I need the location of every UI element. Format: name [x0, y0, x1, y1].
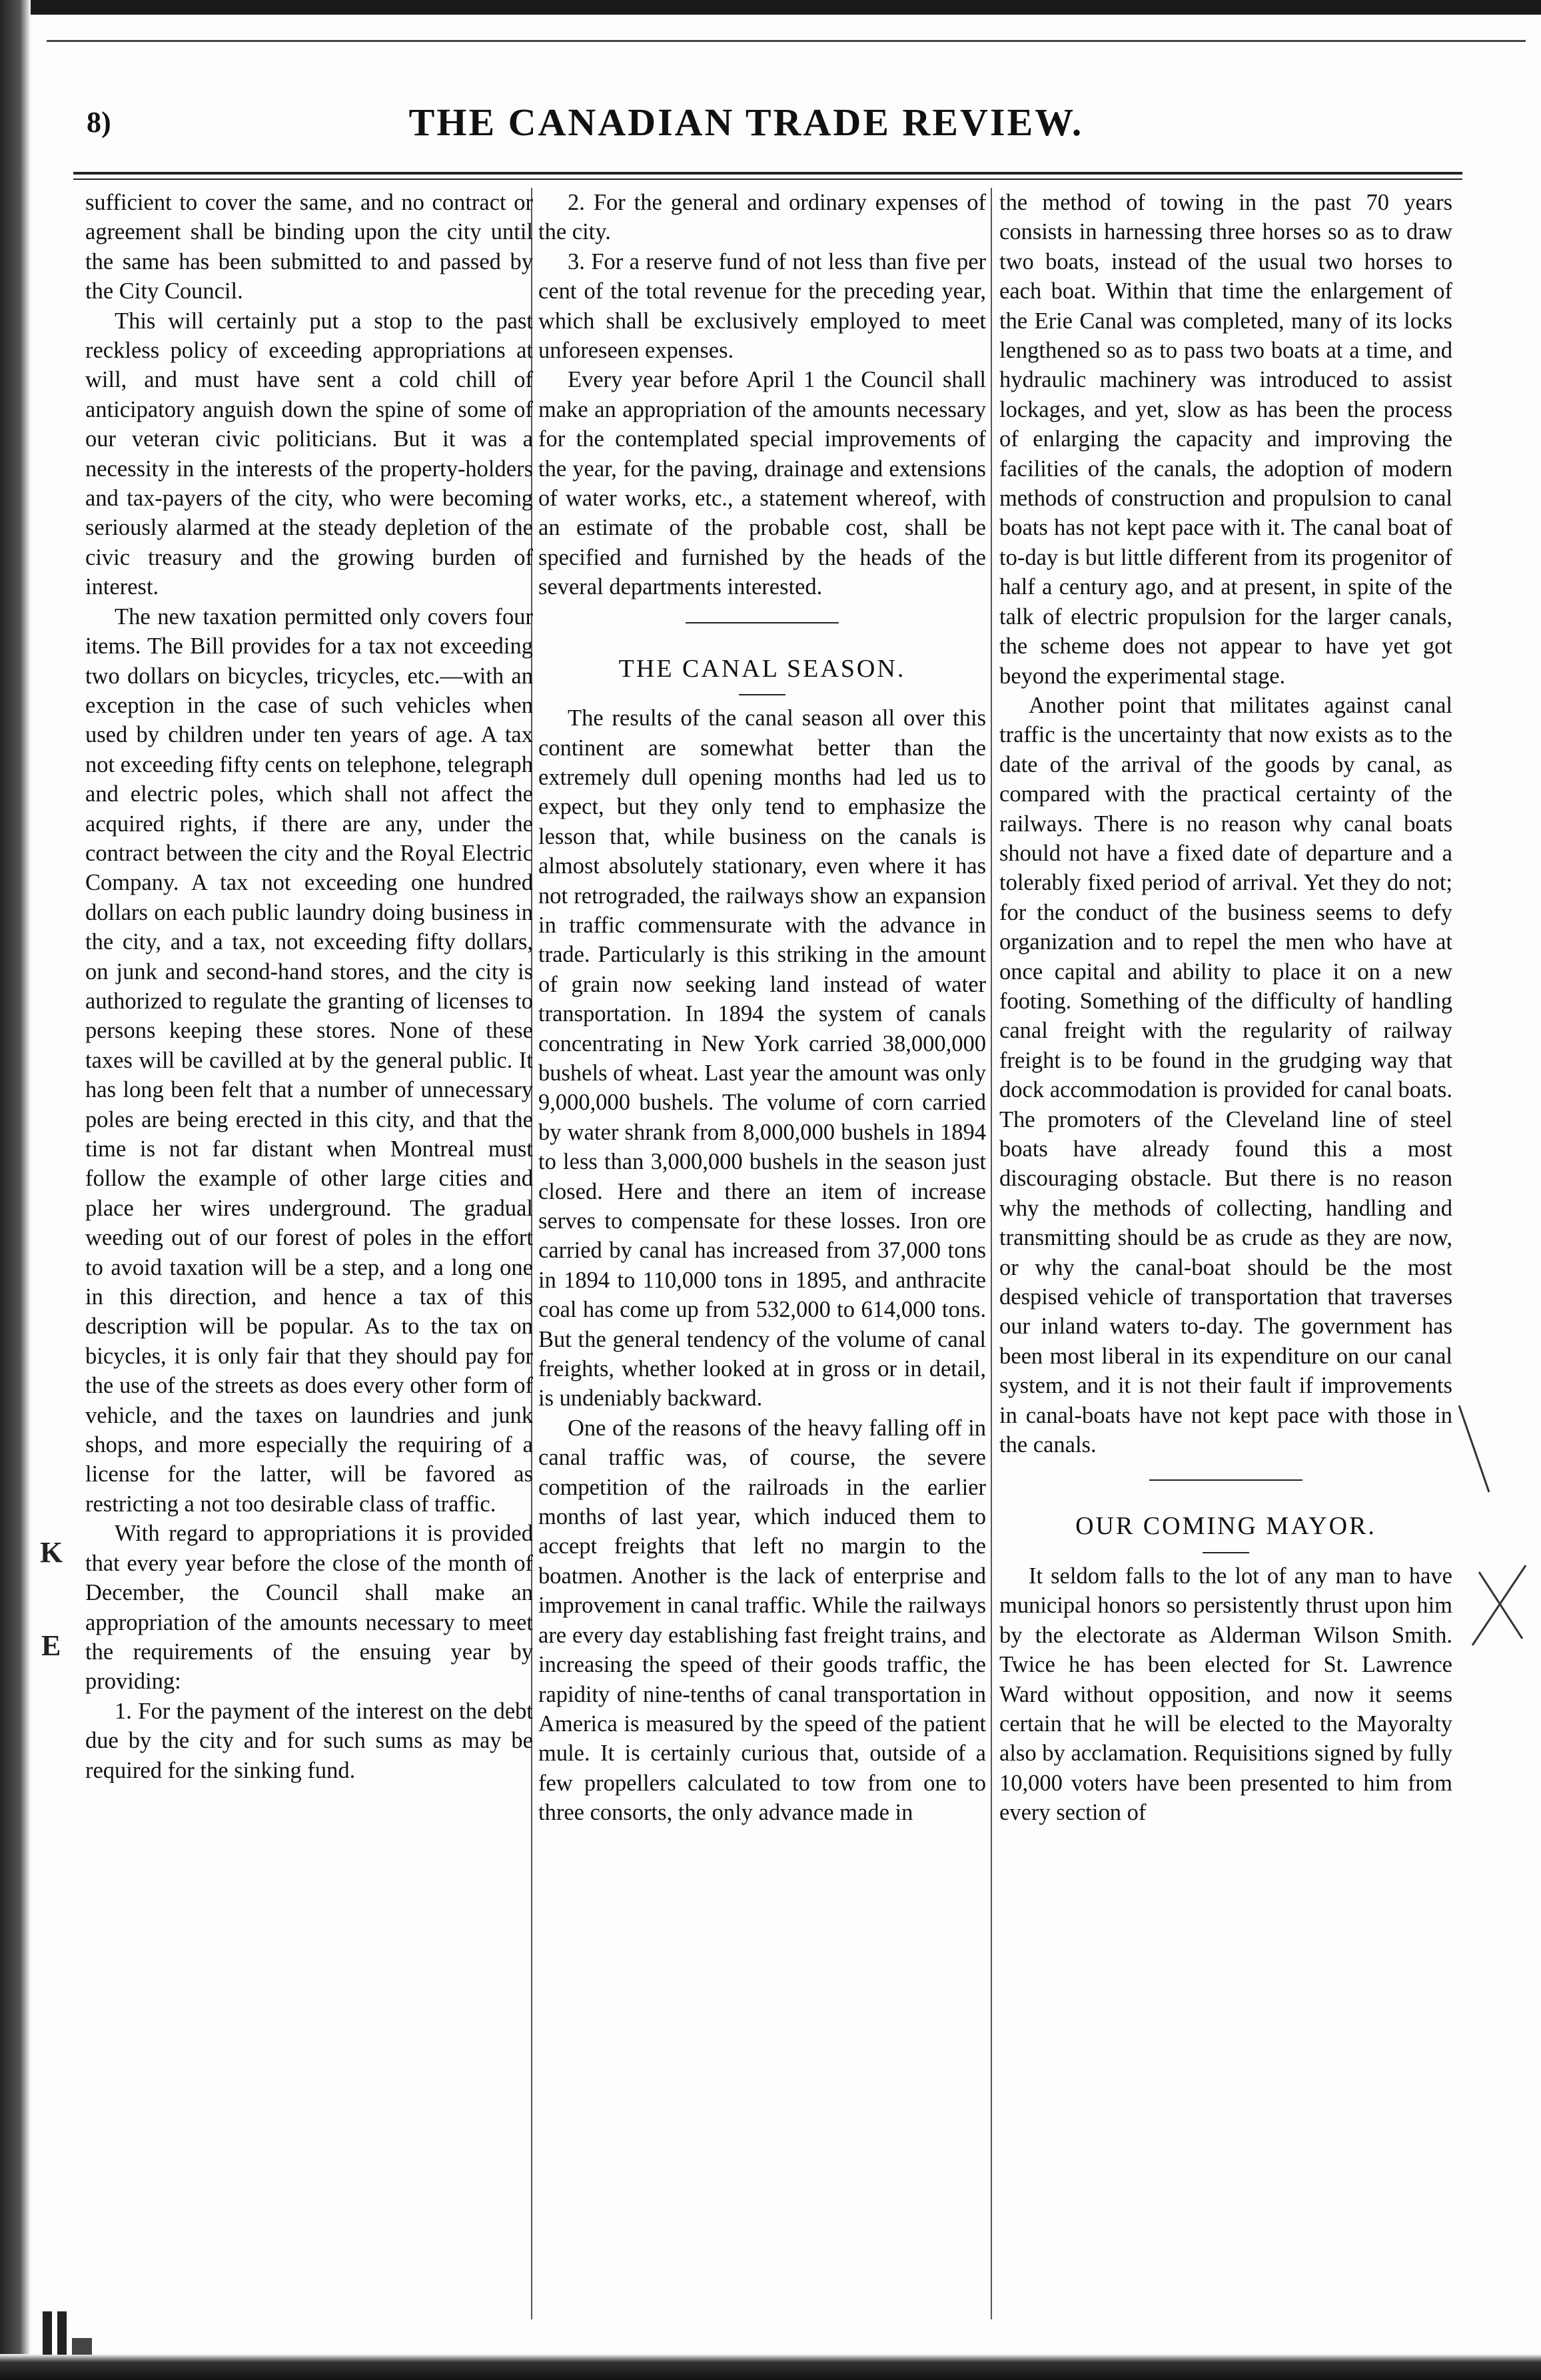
- handwritten-x-mark: [1466, 1552, 1532, 1652]
- paragraph: 2. For the general and ordinary expenses of the city.: [538, 190, 986, 245]
- header-rule-thin: [73, 179, 1462, 180]
- paragraph: Every year before April 1 the Council shall make an appropriation of the amounts necessary for the contemplated special improvements of the year, for the paving, drainage and extensions of water works, etc., a statement whereof, with an estimate of the probable cost, shall be specified and furnished by the heads of the several departments interested.: [538, 367, 986, 600]
- heading-rule: [739, 694, 785, 695]
- section-heading-coming-mayor: OUR COMING MAYOR.: [1075, 1512, 1376, 1541]
- paragraph: It seldom falls to the lot of any man to have municipal honors so persistently thrust upon him by the electorate as Alderman Wilson Smith. Twice he has been elected for St. Lawrence Ward without opposition, and now it seems certain that he will be elected to the Mayoralty also by acclamation. Requisitions signed by fully 10,000 voters have been presented to him from every section of: [999, 1563, 1452, 1826]
- scan-top-rule: [47, 40, 1526, 42]
- section-rule: [1149, 1479, 1302, 1481]
- column-3: [999, 188, 1452, 2319]
- page-header: [47, 100, 1446, 153]
- paragraph: The new taxation permitted only covers four items. The Bill provides for a tax not exceeding two dollars on bicycles, tricycles, etc.—with an exception in the case of such vehicles when used by children under ten years of age. A tax not exceeding fifty cents on telephone, telegraph and electric poles, which shall not affect the acquired rights, if there are any, under the contract between the city and the Royal Electric Company. A tax not exceeding one hundred dollars on each public laundry doing business in the city, and a tax, not exceeding fifty dollars, on junk and second-hand stores, and the city is authorized to regulate the granting of licenses to persons keeping these stores. None of these taxes will be cavilled at by the general public. It has long been felt that a number of unnecessary poles are being erected in this city, and that the time is not far distant when Montreal must follow the example of other large cities and place her wires underground. The gradual weeding out of our forest of poles in the effort to avoid taxation will be a step, and a long one in this direction, and hence a tax of this description will be popular. As to the tax on bicycles, it is only fair that they should pay for the use of the streets as does every other form of vehicle, and the taxes on laundries and junk shops, and more especially the requiring of a license for the latter, will be favored as restricting a not too desirable class of traffic.: [85, 603, 533, 1517]
- paragraph: Another point that militates against canal traffic is the uncertainty that now exists as to the date of the arrival of the goods by canal, as compared with the practical certainty of the railways. There is no reason why canal boats should not have a fixed date of departure and a tolerably fixed period of arrival. Yet they do not; for the conduct of the business seems to defy organization and to repel the men who have at once capital and ability to place it on a new footing. Something of the difficulty of handling canal freight with the regularity of railway freight is to be found in the grudging way that dock accommodation is provided for canal boats. The promoters of the Cleveland line of steel boats have already found this a most discouraging obstacle. But there is no reason why the methods of collecting, handling and transmitting should be as crude as they are now, or why the canal-boat should be the most despised vehicle of transportation that traverses our inland waters to-day. The government has been most liberal in its expenditure on our canal system, and it is not their fault if improvements in canal-boats have not kept pace with those in the canals.: [999, 692, 1452, 1458]
- paragraph: The results of the canal season all over this continent are somewhat better than the extremely dull opening months had led us to expect, but they only tend to emphasize the lesson that, while business on the canals is almost absolutely stationary, even where it has not retrograded, the railways show an expansion in traffic commensurate with the advance in trade. Particularly is this striking in the amount of grain now seeking land instead of water transportation. In 1894 the system of canals concentrating in New York carried 38,000,000 bushels of wheat. Last year the amount was only 9,000,000 bushels. The volume of corn carried by water shrank from 8,000,000 bushels in 1894 to less than 3,000,000 bushels in the season just closed. Here and there an item of increase serves to compensate for these losses. Iron ore carried by canal has increased from 37,000 tons in 1894 to 110,000 tons in 1895, and anthracite coal has come up from 532,000 to 614,000 tons. But the general tendency of the volume of canal freights, whether looked at in gross or in detail, is undeniably backward.: [538, 705, 986, 1411]
- paragraph: the method of towing in the past 70 years consists in harnessing three horses so as to draw two boats, instead of the usual two horses to each boat. Within that time the enlargement of the Erie Canal was completed, many of its locks lengthened so as to pass two boats at a time, and hydraulic machinery was introduced to assist lockages, and yet, slow as has been the process of enlarging the capacity and improving the facilities of the canals, the adoption of modern methods of construction and propulsion to canal boats has not kept pace with it. The canal boat of to-day is but little different from its progenitor of half a century ago, and at present, in spite of the talk of electric propulsion for the larger canals, the scheme does not appear to have yet got beyond the experimental stage.: [999, 190, 1452, 689]
- paragraph: sufficient to cover the same, and no contract or agreement shall be binding upon the city until the same has been submitted to and passed by the City Council.: [85, 190, 533, 304]
- heading-rule: [1203, 1552, 1249, 1553]
- scan-edge-left: [0, 0, 31, 2380]
- scan-edge-bottom: [0, 2354, 1541, 2380]
- column-2: [538, 188, 986, 2319]
- header-rule: [73, 172, 1462, 175]
- paragraph: One of the reasons of the heavy falling off in canal traffic was, of course, the severe competition of the railroads in the earlier months of last year, which induced them to accept freights that left no margin to the boatmen. Another is the lack of enterprise and improvement in canal traffic. While the railways are every day establishing fast freight trains, and increasing the speed of their goods traffic, the rapidity of nine-tenths of canal transportation in America is measured by the speed of the patient mule. It is certainly curious that, outside of a few propellers calculated to tow from one to three consorts, the only advance made in: [538, 1415, 986, 1826]
- journal-title: THE CANADIAN TRADE REVIEW.: [408, 101, 1084, 144]
- column-1: [85, 188, 533, 2319]
- paragraph: 1. For the payment of the interest on the debt due by the city and for such sums as may be required for the sinking fund.: [85, 1698, 533, 1783]
- margin-mark-e: E: [41, 1629, 61, 1662]
- scan-smudge: [37, 2305, 97, 2358]
- handwritten-slash-mark: [1452, 1399, 1499, 1499]
- paragraph: With regard to appropriations it is provided that every year before the close of the month of December, the Council shall make an appropriation of the amounts necessary to meet the requirements of the ensuing year by providing:: [85, 1521, 533, 1695]
- column-divider: [991, 188, 992, 2319]
- paragraph: This will certainly put a stop to the past reckless policy of exceeding appropriations at will, and must have sent a cold chill of anticipatory anguish down the spine of some of our veteran civic politicians. But it was a necessity in the interests of the property-holders and tax-payers of the city, who were becoming seriously alarmed at the steady depletion of the civic treasury and the growing burden of interest.: [85, 308, 533, 600]
- scan-edge-top: [0, 0, 1541, 15]
- section-heading-canal-season: THE CANAL SEASON.: [618, 654, 906, 683]
- margin-mark-k: K: [40, 1536, 63, 1569]
- section-rule: [686, 622, 839, 623]
- paragraph: 3. For a reserve fund of not less than five per cent of the total revenue for the preceding year, which shall be exclusively employed to meet unforeseen expenses.: [538, 248, 986, 364]
- page-number: 8): [87, 106, 111, 139]
